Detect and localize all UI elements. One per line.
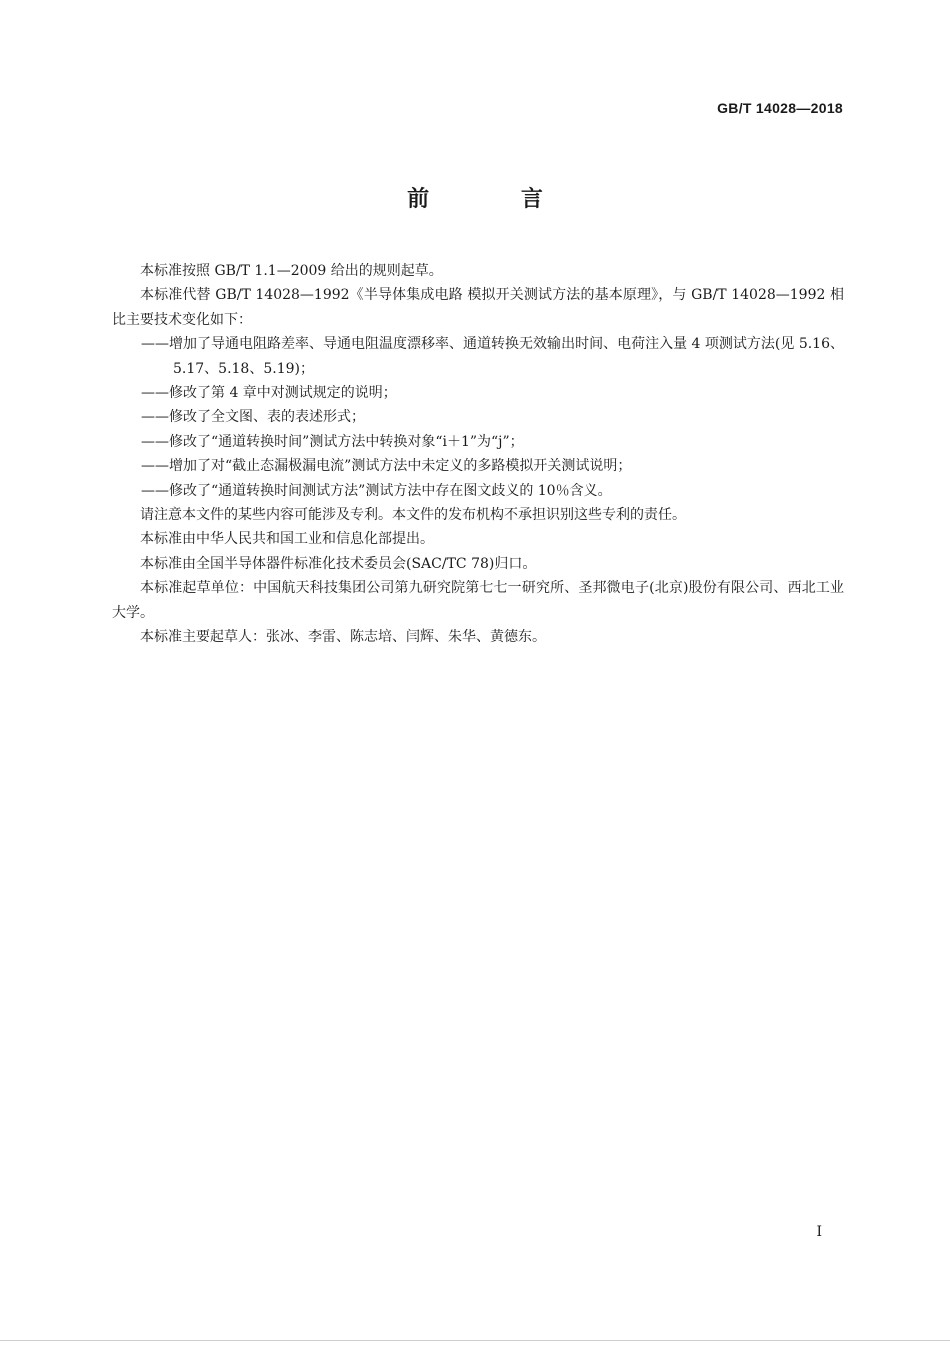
page-title: 前 言 (407, 187, 585, 212)
change-item: ——修改了全文图、表的表述形式； (141, 409, 365, 426)
paragraph-committee: 本标准由全国半导体器件标准化技术委员会(SAC/TC 78)归口。 (140, 555, 537, 572)
paragraph-drafting-rules: 本标准按照 GB/T 1.1—2009 给出的规则起草。 (140, 263, 443, 279)
change-item: ——修改了“通道转换时间”测试方法中转换对象“i＋1”为“j”； (141, 433, 524, 450)
paragraph-drafters: 本标准主要起草人：张冰、李雷、陈志培、闫辉、朱华、黄德东。 (140, 629, 546, 646)
change-item: ——修改了“通道转换时间测试方法”测试方法中存在图文歧义的 10％含义。 (141, 482, 612, 499)
change-item: ——修改了第 4 章中对测试规定的说明； (141, 385, 397, 402)
standard-code: GB/T 14028—2018 (717, 100, 843, 116)
paragraph-proposer: 本标准由中华人民共和国工业和信息化部提出。 (140, 531, 434, 548)
paragraph-replacement: 本标准代替 GB/T 14028—1992《半导体集成电路 模拟开关测试方法的基本原理》，与 GB/T 14028—1992 相比主要技术变化如下： (112, 287, 844, 328)
change-item: ——增加了导通电阻路差率、导通电阻温度漂移率、通道转换无效输出时间、电荷注入量 4 项测试方法(见 5.16、5.17、5.18、5.19)； (141, 336, 844, 377)
foreword-body (112, 259, 844, 650)
paragraph-patent-notice: 请注意本文件的某些内容可能涉及专利。本文件的发布机构不承担识别这些专利的责任。 (140, 507, 686, 524)
page-bottom-divider (0, 1340, 950, 1341)
page-number: I (816, 1224, 822, 1240)
change-item: ——增加了对“截止态漏极漏电流”测试方法中未定义的多路模拟开关测试说明； (141, 458, 632, 475)
paragraph-drafting-units: 本标准起草单位：中国航天科技集团公司第九研究院第七七一研究所、圣邦微电子(北京)股份有限公司、西北工业大学。 (112, 580, 844, 621)
